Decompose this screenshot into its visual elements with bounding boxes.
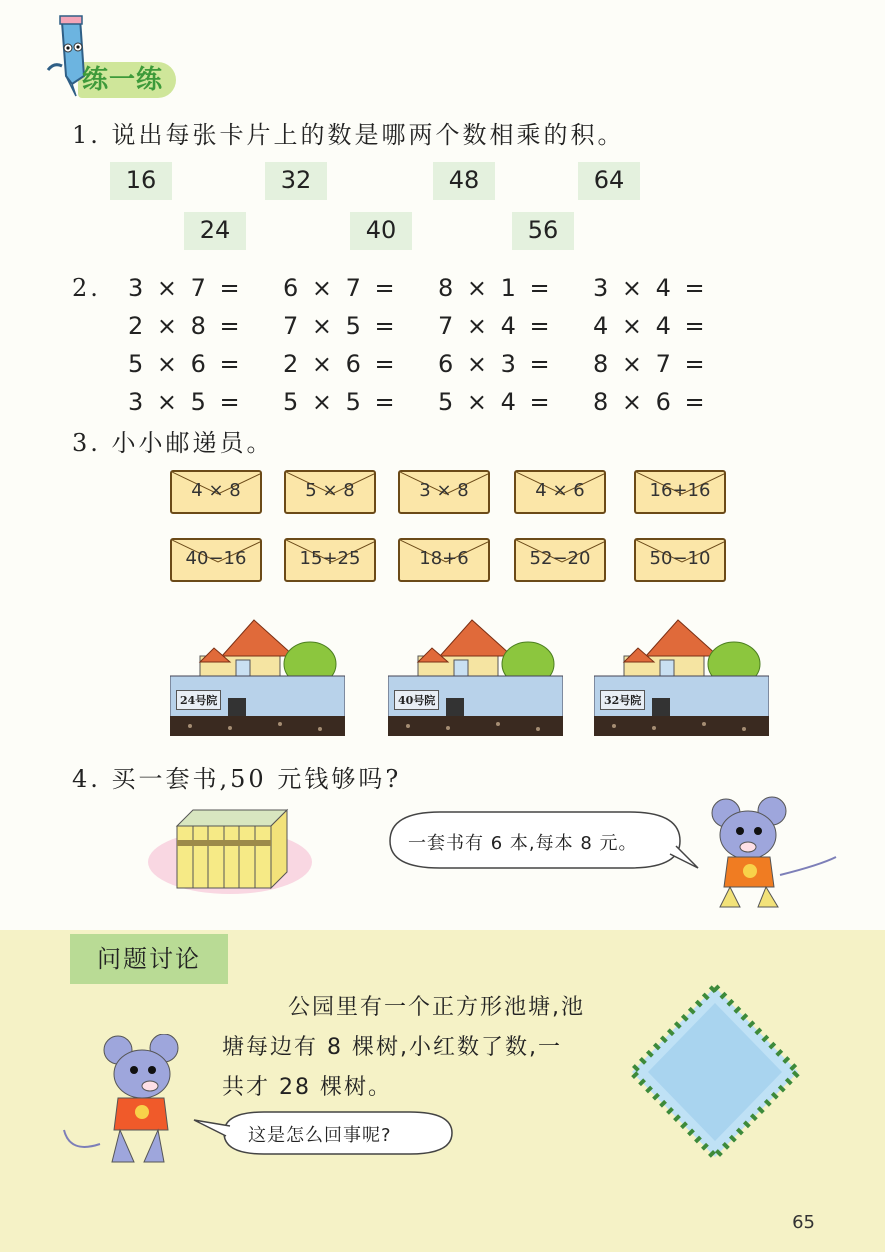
envelope-card [284,470,376,514]
book-set-icon [145,800,315,900]
speech-bubble-text: 这是怎么回事呢? [248,1125,392,1146]
house-label: 24号院 [176,690,221,710]
discussion-line: 塘每边有 8 棵树,小红数了数,一 [222,1035,562,1060]
q1-prompt: 1. 说出每张卡片上的数是哪两个数相乘的积。 [72,121,625,149]
envelope-label: 4 × 6 [535,480,585,501]
envelope-card [634,538,726,582]
equation: 7 × 5 = [283,312,398,340]
equation: 8 × 6 = [593,388,708,416]
number-card: 16 [110,162,172,200]
envelope-label: 15+25 [299,548,361,569]
envelope-label: 40−16 [185,548,247,569]
house-label: 40号院 [394,690,439,710]
envelope-label: 16+16 [649,480,711,501]
envelope-card [514,538,606,582]
number-card: 56 [512,212,574,250]
envelope-card [514,470,606,514]
house-icon [388,612,563,742]
envelope-label: 50−10 [649,548,711,569]
q2-number: 2. [72,274,101,302]
equation: 3 × 7 = [128,274,243,302]
number-card: 64 [578,162,640,200]
equation: 4 × 4 = [593,312,708,340]
equation: 3 × 4 = [593,274,708,302]
house-icon [170,612,345,742]
house-24 [170,612,345,742]
number-card: 24 [184,212,246,250]
envelope-label: 3 × 8 [419,480,469,501]
equation: 2 × 8 = [128,312,243,340]
equation: 8 × 1 = [438,274,553,302]
page-title: 练一练 [82,65,164,95]
envelope-card [284,538,376,582]
number-card: 40 [350,212,412,250]
equation: 6 × 3 = [438,350,553,378]
envelope-card [634,470,726,514]
equation: 5 × 4 = [438,388,553,416]
envelope-label: 52−20 [529,548,591,569]
page-number: 65 [792,1212,815,1233]
house-40 [388,612,563,742]
equation: 3 × 5 = [128,388,243,416]
mouse-mascot-icon [60,1034,210,1174]
envelope-label: 5 × 8 [305,480,355,501]
house-icon [594,612,769,742]
equation: 5 × 6 = [128,350,243,378]
envelope-card [398,538,490,582]
house-32 [594,612,769,742]
mouse-mascot-icon [700,795,840,915]
speech-bubble-text: 一套书有 6 本,每本 8 元。 [408,833,638,854]
discussion-line: 公园里有一个正方形池塘,池 [288,995,585,1020]
number-card: 48 [433,162,495,200]
pond-diagram [620,975,810,1170]
number-card: 32 [265,162,327,200]
envelope-label: 18+6 [419,548,469,569]
equation: 7 × 4 = [438,312,553,340]
envelope-label: 4 × 8 [191,480,241,501]
envelope-card [170,470,262,514]
equation: 5 × 5 = [283,388,398,416]
envelope-card [170,538,262,582]
q4-prompt: 4. 买一套书,50 元钱够吗? [72,765,402,793]
equation: 6 × 7 = [283,274,398,302]
house-label: 32号院 [600,690,645,710]
equation: 2 × 6 = [283,350,398,378]
q3-prompt: 3. 小小邮递员。 [72,429,274,457]
discussion-tag: 问题讨论 [70,934,228,984]
envelope-card [398,470,490,514]
equation: 8 × 7 = [593,350,708,378]
discussion-line: 共才 28 棵树。 [222,1075,392,1100]
